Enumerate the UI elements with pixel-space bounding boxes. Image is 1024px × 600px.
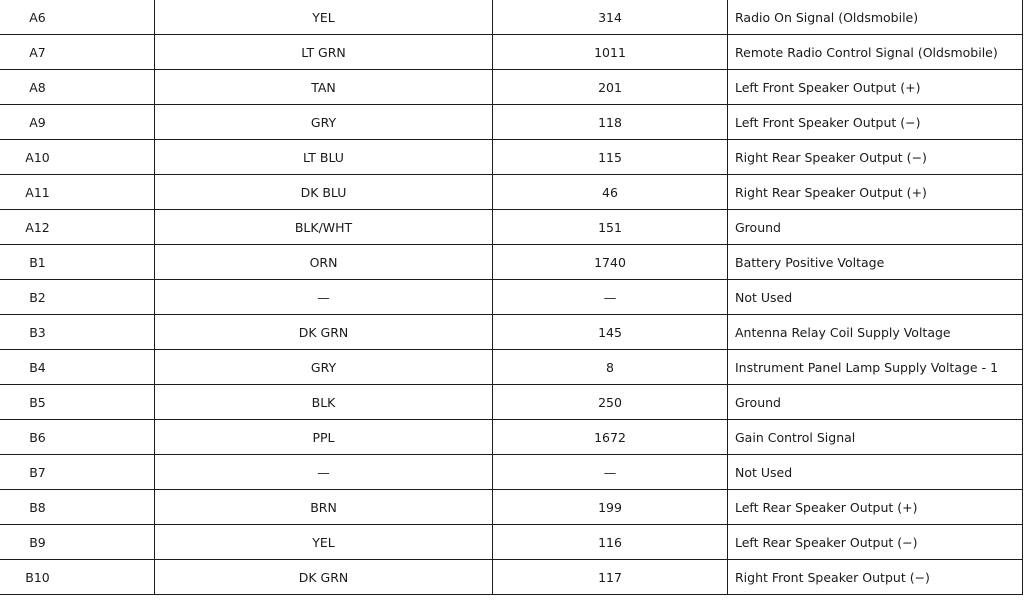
table-row bbox=[0, 210, 1023, 245]
wire-color-cell: TAN bbox=[155, 70, 493, 105]
table-row bbox=[0, 350, 1023, 385]
circuit-number-cell: 117 bbox=[493, 560, 728, 595]
table-row bbox=[0, 560, 1023, 595]
table-row bbox=[0, 280, 1023, 315]
function-cell: Right Front Speaker Output (−) bbox=[728, 560, 1023, 595]
pin-cell: B3 bbox=[0, 315, 155, 350]
circuit-number-cell: 8 bbox=[493, 350, 728, 385]
table-row bbox=[0, 105, 1023, 140]
pin-cell: A9 bbox=[0, 105, 155, 140]
function-cell: Right Rear Speaker Output (+) bbox=[728, 175, 1023, 210]
circuit-number-cell: 145 bbox=[493, 315, 728, 350]
wire-color-cell: DK GRN bbox=[155, 315, 493, 350]
pin-cell: B5 bbox=[0, 385, 155, 420]
function-cell: Ground bbox=[728, 210, 1023, 245]
function-cell: Left Front Speaker Output (−) bbox=[728, 105, 1023, 140]
function-cell: Left Rear Speaker Output (+) bbox=[728, 490, 1023, 525]
wire-color-cell: ORN bbox=[155, 245, 493, 280]
circuit-number-cell: 115 bbox=[493, 140, 728, 175]
table-row bbox=[0, 490, 1023, 525]
wire-color-cell: LT BLU bbox=[155, 140, 493, 175]
wire-color-cell: LT GRN bbox=[155, 35, 493, 70]
table-row bbox=[0, 175, 1023, 210]
pin-cell: A10 bbox=[0, 140, 155, 175]
pin-cell: A8 bbox=[0, 70, 155, 105]
function-cell: Ground bbox=[728, 385, 1023, 420]
wire-color-cell: GRY bbox=[155, 105, 493, 140]
circuit-number-cell: 151 bbox=[493, 210, 728, 245]
function-cell: Remote Radio Control Signal (Oldsmobile) bbox=[728, 35, 1023, 70]
function-cell: Left Rear Speaker Output (−) bbox=[728, 525, 1023, 560]
function-cell: Not Used bbox=[728, 280, 1023, 315]
pin-cell: B2 bbox=[0, 280, 155, 315]
pin-cell: A6 bbox=[0, 0, 155, 35]
wire-color-cell: DK BLU bbox=[155, 175, 493, 210]
table-row bbox=[0, 245, 1023, 280]
function-cell: Right Rear Speaker Output (−) bbox=[728, 140, 1023, 175]
circuit-number-cell: 314 bbox=[493, 0, 728, 35]
pin-cell: B9 bbox=[0, 525, 155, 560]
table-row bbox=[0, 35, 1023, 70]
function-cell: Antenna Relay Coil Supply Voltage bbox=[728, 315, 1023, 350]
wire-color-cell: BLK/WHT bbox=[155, 210, 493, 245]
circuit-number-cell: 199 bbox=[493, 490, 728, 525]
circuit-number-cell: — bbox=[493, 455, 728, 490]
wire-color-cell: PPL bbox=[155, 420, 493, 455]
wire-color-cell: GRY bbox=[155, 350, 493, 385]
function-cell: Battery Positive Voltage bbox=[728, 245, 1023, 280]
pin-cell: B8 bbox=[0, 490, 155, 525]
table-row bbox=[0, 455, 1023, 490]
circuit-number-cell: — bbox=[493, 280, 728, 315]
pin-cell: B4 bbox=[0, 350, 155, 385]
function-cell: Radio On Signal (Oldsmobile) bbox=[728, 0, 1023, 35]
pin-cell: A12 bbox=[0, 210, 155, 245]
circuit-number-cell: 116 bbox=[493, 525, 728, 560]
pin-cell: B10 bbox=[0, 560, 155, 595]
function-cell: Instrument Panel Lamp Supply Voltage - 1 bbox=[728, 350, 1023, 385]
table-row bbox=[0, 385, 1023, 420]
table-row bbox=[0, 140, 1023, 175]
wire-color-cell: YEL bbox=[155, 525, 493, 560]
table-row bbox=[0, 0, 1023, 35]
wire-color-cell: — bbox=[155, 280, 493, 315]
pin-cell: A7 bbox=[0, 35, 155, 70]
function-cell: Gain Control Signal bbox=[728, 420, 1023, 455]
circuit-number-cell: 201 bbox=[493, 70, 728, 105]
circuit-number-cell: 118 bbox=[493, 105, 728, 140]
pin-cell: A11 bbox=[0, 175, 155, 210]
wire-color-cell: — bbox=[155, 455, 493, 490]
circuit-number-cell: 1011 bbox=[493, 35, 728, 70]
wire-color-cell: BRN bbox=[155, 490, 493, 525]
function-cell: Not Used bbox=[728, 455, 1023, 490]
wire-color-cell: YEL bbox=[155, 0, 493, 35]
pin-cell: B6 bbox=[0, 420, 155, 455]
table-row bbox=[0, 70, 1023, 105]
circuit-number-cell: 1740 bbox=[493, 245, 728, 280]
table-row bbox=[0, 420, 1023, 455]
pin-cell: B7 bbox=[0, 455, 155, 490]
circuit-number-cell: 46 bbox=[493, 175, 728, 210]
table-row bbox=[0, 315, 1023, 350]
wire-color-cell: DK GRN bbox=[155, 560, 493, 595]
wire-color-cell: BLK bbox=[155, 385, 493, 420]
function-cell: Left Front Speaker Output (+) bbox=[728, 70, 1023, 105]
table-row bbox=[0, 525, 1023, 560]
circuit-number-cell: 250 bbox=[493, 385, 728, 420]
circuit-number-cell: 1672 bbox=[493, 420, 728, 455]
pin-cell: B1 bbox=[0, 245, 155, 280]
